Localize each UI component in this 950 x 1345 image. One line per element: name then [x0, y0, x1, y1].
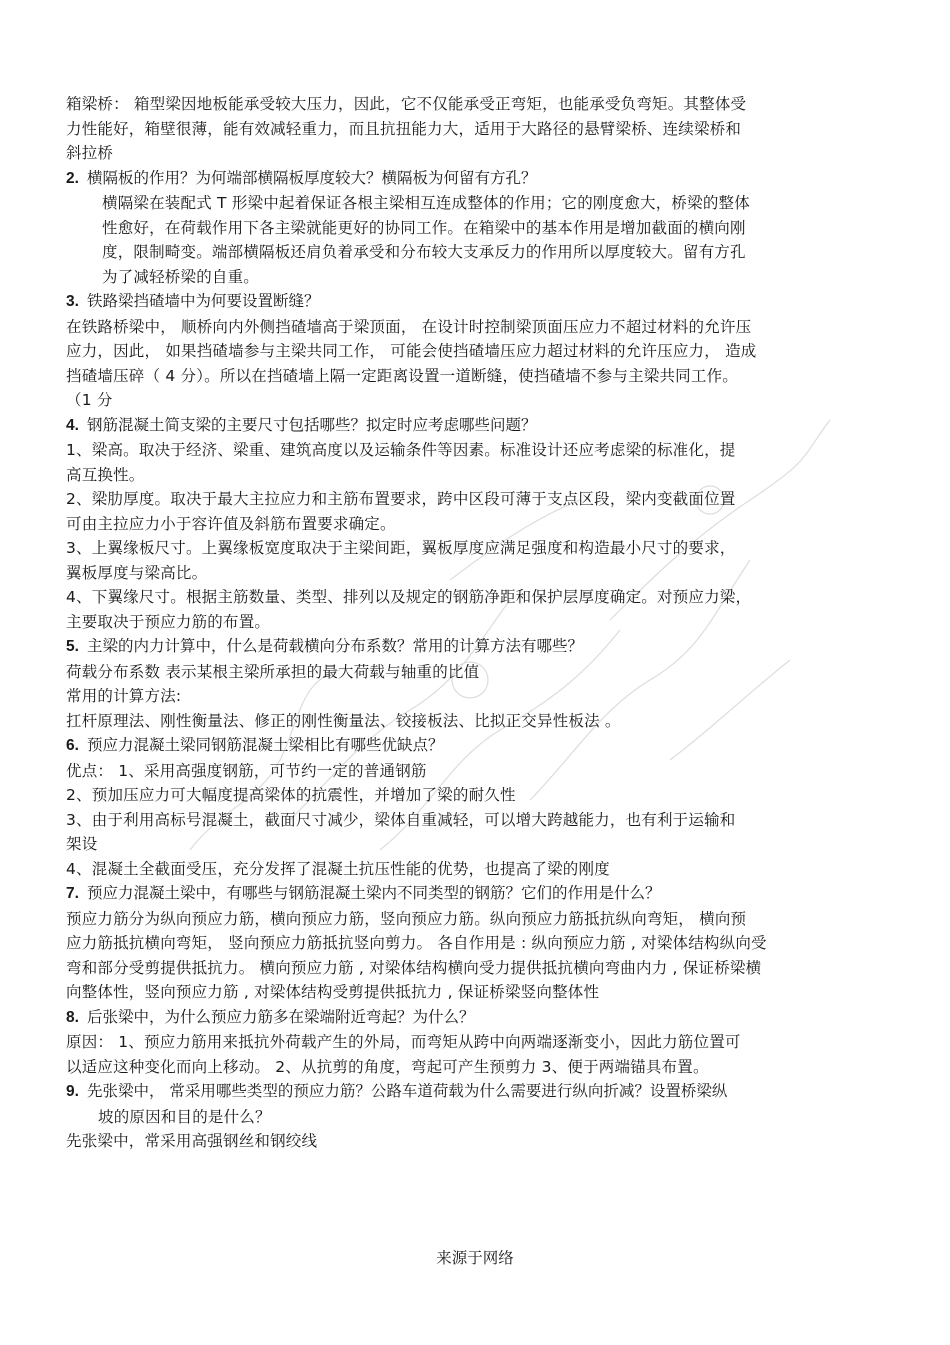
- text-line: 坡的原因和目的是什么？: [98, 1107, 271, 1126]
- question-number: 6.: [66, 737, 79, 754]
- text-line: 性愈好，在荷载作用下各主梁就能更好的协同工作。在箱梁中的基本作用是增加截面的横向刚: [102, 218, 746, 237]
- text-line: 弯和部分受剪提供抵抗力。 横向预应力筋 , 对梁体结构横向受力提供抵抗横向弯曲内力 , 保证桥梁横: [66, 958, 762, 977]
- text-line: 主要取决于预应力筋的布置。: [66, 612, 271, 631]
- text-line: 箱梁桥： 箱型梁因地板能承受较大压力，因此，它不仅能承受正弯矩，也能承受负弯矩。其整体受: [66, 95, 747, 113]
- question-heading: [66, 1005, 886, 1031]
- question-text: 预应力混凝土梁同钢筋混凝土梁相比有哪些优缺点？: [86, 736, 444, 754]
- text-line: 挡碴墙压碎（ 4 分）。所以在挡碴墙上隔一定距离设置一道断缝，使挡碴墙不参与主梁共同工作。: [66, 366, 738, 385]
- text-line: 向整体性，竖向预应力筋 , 对梁体结构受剪提供抵抗力 , 保证桥梁竖向整体性: [66, 983, 600, 1001]
- text-line: 应力，因此， 如果挡碴墙参与主梁共同工作， 可能会使挡碴墙压应力超过材料的允许压应力， 造成: [66, 342, 757, 360]
- page-footer: 来源于网络: [436, 1249, 514, 1267]
- text-line: 扛杆原理法、刚性衡量法、修正的刚性衡量法、铰接板法、比拟正交异性板法 。: [66, 711, 621, 730]
- question-text: 主梁的内力计算中，什么是荷载横向分布系数？常用的计算方法有哪些？: [86, 637, 583, 655]
- question-text: 先张梁中， 常采用哪些类型的预应力筋？公路车道荷载为什么需要进行纵向折减？设置桥梁纵: [86, 1082, 728, 1100]
- text-line: 2、预加压应力可大幅度提高梁体的抗震性，并增加了梁的耐久性: [66, 786, 516, 804]
- text-line: 横隔梁在装配式 T 形梁中起着保证各根主梁相互连成整体的作用；它的刚度愈大，桥梁的整体: [102, 194, 750, 212]
- text-line: 3、由于利用高标号混凝土，截面尺寸减少，梁体自重减轻，可以增大跨越能力，也有利于运输和: [66, 810, 736, 829]
- text-line: 4、混凝土全截面受压，充分发挥了混凝土抗压性能的优势，也提高了梁的刚度: [66, 859, 610, 878]
- question-text: 钢筋混凝土简支梁的主要尺寸包括哪些？拟定时应考虑哪些问题？: [86, 415, 537, 434]
- text-line: 翼板厚度与梁高比。: [66, 563, 208, 582]
- text-line: 应力筋抵抗横向弯矩， 竖向预应力筋抵抗竖向剪力。 各自作用是 : 纵向预应力筋 , 对梁体结构纵向受: [66, 934, 767, 952]
- question-number: 3.: [66, 293, 79, 310]
- question-text: 铁路梁挡碴墙中为何要设置断缝？: [86, 292, 320, 310]
- text-line: 度，限制畸变。端部横隔板还肩负着承受和分布较大支承反力的作用所以厚度较大。留有方孔: [102, 243, 746, 261]
- question-heading: [66, 634, 886, 660]
- question-number: 2.: [66, 169, 79, 187]
- question-heading: [66, 413, 886, 439]
- text-line: 3、上翼缘板尺寸。上翼缘板宽度取决于主梁间距，翼板厚度应满足强度和构造最小尺寸的要求，: [66, 539, 736, 557]
- text-line: 可由主拉应力小于容许值及斜筋布置要求确定。: [66, 514, 396, 533]
- text-line: 高互换性。: [66, 465, 145, 484]
- text-line: 以适应这种变化而向上移动。 2、从抗剪的角度，弯起可产生预剪力 3、便于两端锚具布置。: [66, 1057, 709, 1076]
- text-line: 优点： 1、采用高强度钢筋，可节约一定的普通钢筋: [66, 761, 427, 780]
- question-text: 预应力混凝土梁中，有哪些与钢筋混凝土梁内不同类型的钢筋？它们的作用是什么？: [86, 884, 661, 902]
- question-number: 4.: [66, 416, 79, 434]
- text-line: 在铁路桥梁中， 顺桥向内外侧挡碴墙高于梁顶面， 在设计时控制梁顶面压应力不超过材料的允许压: [66, 317, 752, 336]
- text-line: 原因： 1、预应力筋用来抵抗外荷载产生的外局，而弯矩从跨中向两端逐渐变小，因此力筋位置可: [66, 1033, 741, 1051]
- question-number: 9.: [66, 1083, 79, 1100]
- text-line: 为了减轻桥梁的自重。: [102, 267, 260, 286]
- text-line: 1、梁高。取决于经济、梁重、建筑高度以及运输条件等因素。标准设计还应考虑梁的标准化，提: [66, 441, 736, 459]
- question-heading: [66, 1079, 886, 1105]
- text-line: （1 分: [66, 391, 113, 409]
- text-line: 先张梁中，常采用高强钢丝和钢绞线: [66, 1132, 318, 1150]
- question-heading: [66, 166, 886, 192]
- question-number: 7.: [66, 885, 79, 902]
- text-line: 架设: [66, 835, 98, 853]
- question-number: 8.: [66, 1008, 79, 1026]
- text-line: 斜拉桥: [66, 144, 114, 162]
- text-line: 荷载分布系数 表示某根主梁所承担的最大荷载与轴重的比值: [66, 662, 480, 681]
- question-heading: [66, 881, 886, 907]
- text-line: 2、梁肋厚度。取决于最大主拉应力和主筋布置要求，跨中区段可薄于支点区段，梁内变截面位置: [66, 490, 736, 508]
- text-line: 常用的计算方法:: [66, 687, 182, 705]
- text-line: 预应力筋分为纵向预应力筋，横向预应力筋，竖向预应力筋。纵向预应力筋抵抗纵向弯矩， 横向预: [66, 909, 747, 928]
- question-number: 5.: [66, 638, 79, 655]
- question-text: 后张梁中，为什么预应力筋多在梁端附近弯起？为什么？: [86, 1007, 475, 1026]
- document-body: [66, 92, 886, 1154]
- text-line: 力性能好，箱壁很薄，能有效减轻重力，而且抗扭能力大，适用于大路径的悬臂梁桥、连续梁桥和: [66, 119, 742, 138]
- text-line: 4、下翼缘尺寸。根据主筋数量、类型、排列以及规定的钢筋净距和保护层厚度确定。对预应力梁，: [66, 588, 752, 606]
- question-text: 横隔板的作用？为何端部横隔板厚度较大？横隔板为何留有方孔？: [86, 168, 537, 187]
- question-heading: [66, 289, 886, 315]
- question-heading: [66, 733, 886, 759]
